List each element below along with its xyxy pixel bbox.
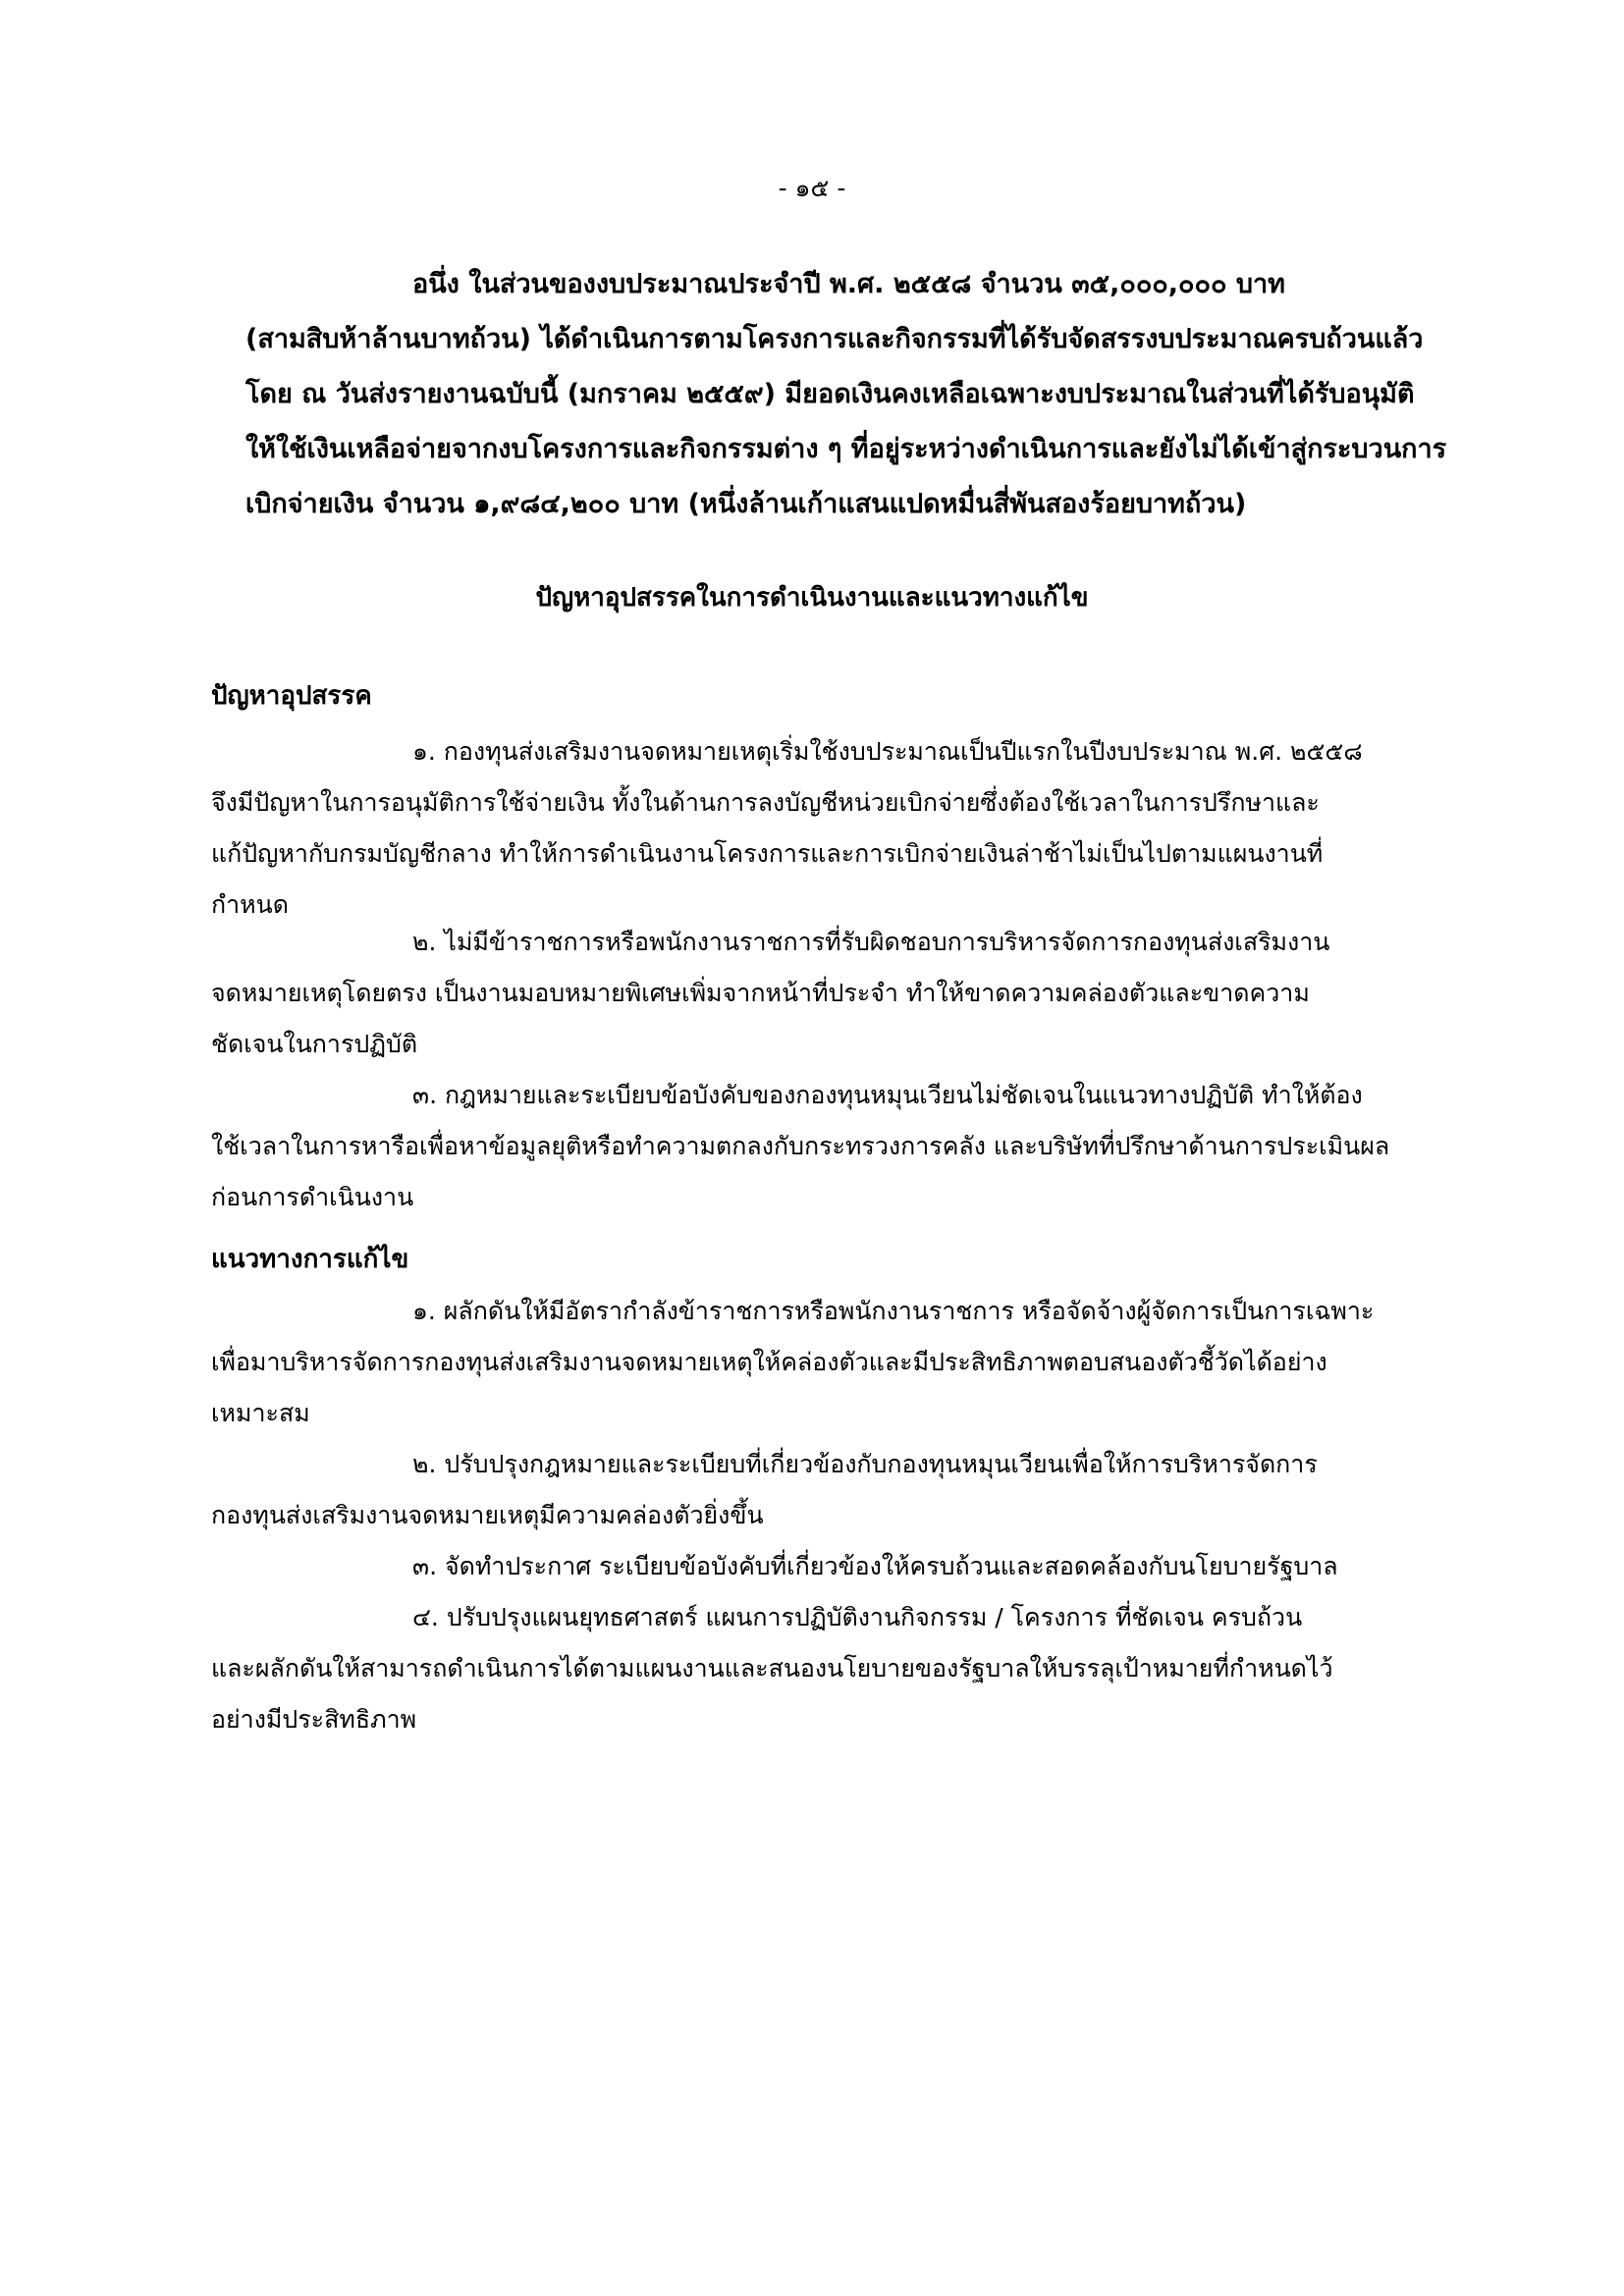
- paragraph-line: อย่างมีประสิทธิภาพ: [211, 1705, 417, 1734]
- paragraph-line: จดหมายเหตุโดยตรง เป็นงานมอบหมายพิเศษเพิ่มจากหน้าที่ประจำ ทำให้ขาดความคล่องตัวและขาดความ: [211, 979, 1310, 1007]
- solutions-heading: แนวทางการแก้ไข: [211, 1245, 409, 1274]
- solution-item-4: [211, 1592, 1488, 1745]
- paragraph-line: ๑. กองทุนส่งเสริมงานจดหมายเหตุเริ่มใช้งบประมาณเป็นปีแรกในปีงบประมาณ พ.ศ. ๒๕๕๘: [412, 737, 1363, 766]
- problem-item-3: [211, 1070, 1488, 1223]
- paragraph-line: ให้ใช้เงินเหลือจ่ายจากงบโครงการและกิจกรรมต่าง ๆ ที่อยู่ระหว่างดำเนินการและยังไม่ได้เข้าสู่กระบวนการ: [245, 434, 1447, 464]
- paragraph-line: ชัดเจนในการปฏิบัติ: [211, 1030, 418, 1058]
- problem-item-2: [211, 917, 1488, 1070]
- paragraph-line: ๓. จัดทำประกาศ ระเบียบข้อบังคับที่เกี่ยวข้องให้ครบถ้วนและสอดคล้องกับนโยบายรัฐบาล: [412, 1552, 1338, 1580]
- paragraph-line: กำหนด: [211, 890, 289, 919]
- solution-item-2: [211, 1439, 1488, 1541]
- paragraph-line: กองทุนส่งเสริมงานจดหมายเหตุมีความคล่องตัวยิ่งขึ้น: [211, 1501, 764, 1529]
- paragraph-line: ๔. ปรับปรุงแผนยุทธศาสตร์ แผนการปฏิบัติงานกิจกรรม / โครงการ ที่ชัดเจน ครบถ้วน: [412, 1603, 1303, 1631]
- section-title: ปัญหาอุปสรรคในการดำเนินงานและแนวทางแก้ไข: [535, 583, 1089, 613]
- solution-item-1: [211, 1286, 1488, 1439]
- problems-heading: ปัญหาอุปสรรค: [211, 681, 372, 711]
- paragraph-line: จึงมีปัญหาในการอนุมัติการใช้จ่ายเงิน ทั้งในด้านการลงบัญชีหน่วยเบิกจ่ายซึ่งต้องใช้เวลาในการปรึกษาและ: [211, 788, 1320, 817]
- paragraph-line: และผลักดันให้สามารถดำเนินการได้ตามแผนงานและสนองนโยบายของรัฐบาลให้บรรลุเป้าหมายที่กำหนดไว้: [211, 1654, 1333, 1682]
- paragraph-line: เพื่อมาบริหารจัดการกองทุนส่งเสริมงานจดหมายเหตุให้คล่องตัวและมีประสิทธิภาพตอบสนองตัวชี้วัดได้อย่าง: [211, 1348, 1327, 1376]
- problem-item-1: [211, 726, 1488, 931]
- paragraph-line: ๓. กฎหมายและระเบียบข้อบังคับของกองทุนหมุนเวียนไม่ชัดเจนในแนวทางปฏิบัติ ทำให้ต้อง: [412, 1081, 1363, 1109]
- paragraph-line: แก้ปัญหากับกรมบัญชีกลาง ทำให้การดำเนินงานโครงการและการเบิกจ่ายเงินล่าช้าไม่เป็นไปตามแผนงานที่: [211, 839, 1324, 868]
- paragraph-line: อนึ่ง ในส่วนของงบประมาณประจำปี พ.ศ. ๒๕๕๘ จำนวน ๓๕,๐๐๐,๐๐๐ บาท: [412, 269, 1285, 299]
- paragraph-line: (สามสิบห้าล้านบาทถ้วน) ได้ดำเนินการตามโครงการและกิจกรรมที่ได้รับจัดสรรงบประมาณครบถ้วนแล้ว: [245, 324, 1424, 354]
- budget-summary-paragraph: [245, 257, 1522, 532]
- paragraph-line: ใช้เวลาในการหารือเพื่อหาข้อมูลยุติหรือทำความตกลงกับกระทรวงการคลัง และบริษัทที่ปรึกษาด้านการประเมินผล: [211, 1132, 1390, 1160]
- paragraph-line: โดย ณ วันส่งรายงานฉบับนี้ (มกราคม ๒๕๕๙) มียอดเงินคงเหลือเฉพาะงบประมาณในส่วนที่ได้รับอนุมัติ: [245, 379, 1415, 409]
- page-number: - ๑๕ -: [778, 174, 846, 202]
- paragraph-line: ก่อนการดำเนินงาน: [211, 1183, 414, 1211]
- paragraph-line: เบิกจ่ายเงิน จำนวน ๑,๙๘๔,๒๐๐ บาท (หนึ่งล้านเก้าแสนแปดหมื่นสี่พันสองร้อยบาทถ้วน): [245, 489, 1247, 519]
- paragraph-line: เหมาะสม: [211, 1399, 310, 1427]
- paragraph-line: ๒. ไม่มีข้าราชการหรือพนักงานราชการที่รับผิดชอบการบริหารจัดการกองทุนส่งเสริมงาน: [412, 928, 1330, 956]
- paragraph-line: ๒. ปรับปรุงกฎหมายและระเบียบที่เกี่ยวข้องกับกองทุนหมุนเวียนเพื่อให้การบริหารจัดการ: [412, 1450, 1318, 1478]
- solution-item-3: [211, 1541, 1488, 1592]
- paragraph-line: ๑. ผลักดันให้มีอัตรากำลังข้าราชการหรือพนักงานราชการ หรือจัดจ้างผู้จัดการเป็นการเฉพาะ: [412, 1297, 1375, 1325]
